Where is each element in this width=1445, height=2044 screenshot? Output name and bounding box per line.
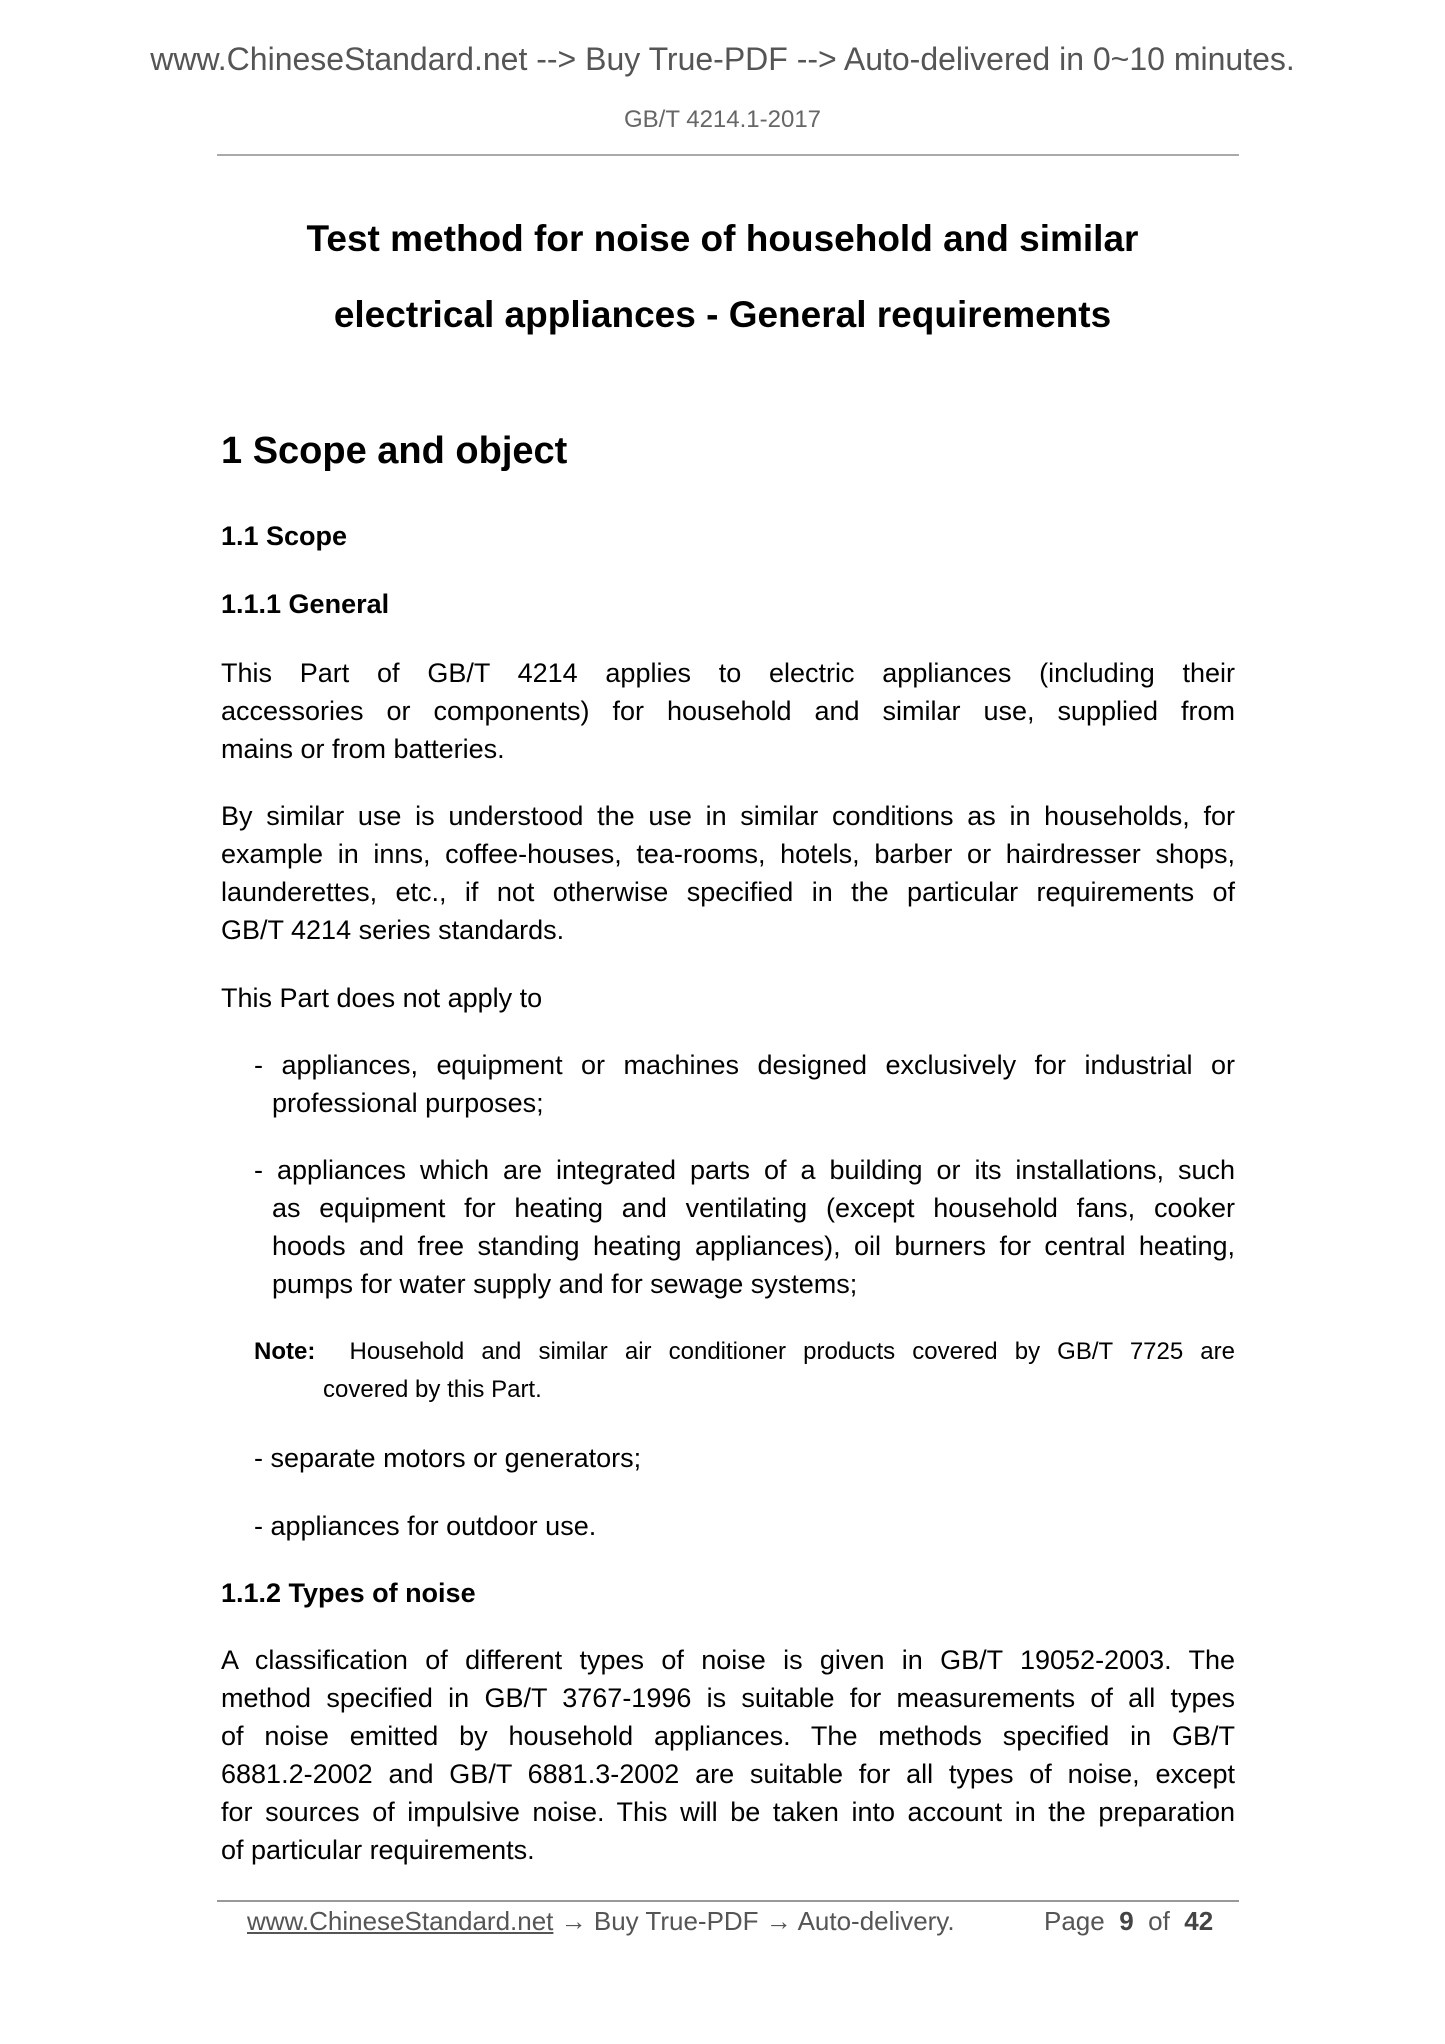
text-line [254,1333,1235,1371]
text-line: of particular requirements. [221,1835,535,1865]
header-divider [217,154,1239,156]
paragraph-applies [221,654,1235,768]
text-line: professional purposes; [272,1088,544,1118]
text-line: covered by this Part. [323,1376,542,1403]
paragraph-noise-types [221,1641,1235,1869]
list-item [254,1151,1235,1303]
subsection-heading-general: 1.1.1 General [221,589,390,619]
doc-code: GB/T 4214.1-2017 [623,106,822,133]
text-line: mains or from batteries. [221,734,505,764]
note-text: Household and similar air conditioner products covered by GB/T 7725 are [349,1338,1235,1365]
text-line: By similar use is understood the use in similar conditions as in households, for [221,801,1235,831]
page-number: 9 [1119,1906,1134,1936]
text-line: method specified in GB/T 3767-1996 is suitable for measurements of all types [221,1683,1235,1713]
text-line: of noise emitted by household appliances. The methods specified in GB/T [221,1721,1235,1751]
paragraph-similar-use [221,797,1235,949]
text-line: - separate motors or generators; [254,1443,642,1473]
text-line: 6881.2-2002 and GB/T 6881.3-2002 are suitable for all types of noise, except [221,1759,1235,1789]
doc-title-line1: Test method for noise of household and similar [306,218,1139,259]
list-item [254,1439,1235,1477]
note [254,1333,1235,1409]
page-indicator [1044,1905,1213,1937]
of-label: of [1148,1906,1170,1936]
text-line: - appliances which are integrated parts of a building or its installations, such [254,1155,1235,1185]
text-line: GB/T 4214 series standards. [221,915,565,945]
text-line: - appliances for outdoor use. [254,1511,597,1541]
text-line: - appliances, equipment or machines designed exclusively for industrial or [254,1050,1235,1080]
text-line: A classification of different types of noise is given in GB/T 19052-2003. The [221,1645,1235,1675]
text-line: This Part of GB/T 4214 applies to electric appliances (including their [221,658,1235,688]
text-line: for sources of impulsive noise. This will be taken into account in the preparation [221,1797,1235,1827]
text-line: example in inns, coffee-houses, tea-rooms, hotels, barber or hairdresser shops, [221,839,1235,869]
subsection-heading-noise-types: 1.1.2 Types of noise [221,1578,476,1608]
header-banner: www.ChineseStandard.net --> Buy True-PDF --> Auto-delivered in 0~10 minutes. [150,41,1295,77]
list-item [254,1507,1235,1545]
footer-text: → Buy True-PDF → Auto-delivery. [553,1906,955,1936]
text-line: as equipment for heating and ventilating (except household fans, cooker [272,1193,1235,1223]
doc-title-line2: electrical appliances - General requirements [333,294,1112,335]
section-heading: 1 Scope and object [221,430,568,472]
paragraph-not-apply [221,979,1235,1017]
page-total: 42 [1184,1906,1214,1936]
footer-left [247,1905,955,1937]
list-item [254,1046,1235,1122]
text-line: pumps for water supply and for sewage systems; [272,1269,858,1299]
subsection-heading-scope: 1.1 Scope [221,521,348,551]
text-line: launderettes, etc., if not otherwise specified in the particular requirements of [221,877,1235,907]
note-label: Note: [254,1338,316,1365]
text-line: This Part does not apply to [221,983,543,1013]
footer-link[interactable]: www.ChineseStandard.net [247,1906,554,1936]
text-line: accessories or components) for household and similar use, supplied from [221,696,1235,726]
footer-divider [217,1900,1239,1902]
text-line: hoods and free standing heating appliances), oil burners for central heating, [272,1231,1235,1261]
page-label: Page [1044,1906,1105,1936]
